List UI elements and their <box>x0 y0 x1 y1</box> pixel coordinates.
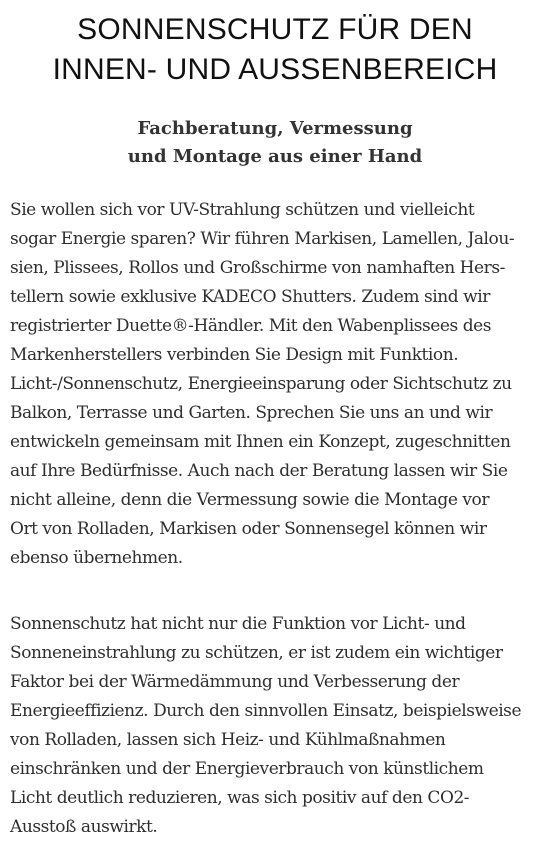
paragraph-line: nicht alleine, denn die Vermessung sowie die Montage vor <box>10 490 490 510</box>
paragraph-line: Markenherstellers verbinden Sie Design mit Funktion. <box>10 345 459 365</box>
paragraph-line: auf Ihre Bedürfnisse. Auch nach der Beratung lassen wir Sie <box>10 461 508 481</box>
paragraph-line: von Rolladen, lassen sich Heiz- und Kühlmaßnahmen <box>10 730 446 750</box>
page-title-line-1: SONNENSCHUTZ FÜR DEN <box>77 13 473 46</box>
paragraph-line: Faktor bei der Wärmedämmung und Verbesserung der <box>10 672 460 692</box>
paragraph-line: entwickeln gemeinsam mit Ihnen ein Konzept, zugeschnitten <box>10 432 511 452</box>
paragraph-line: sien, Plissees, Rollos und Großschirme von namhaften Hers- <box>10 258 505 278</box>
paragraph-line: Sonnenschutz hat nicht nur die Funktion vor Licht- und <box>10 614 466 634</box>
paragraph-line: Sie wollen sich vor UV-Strahlung schützen und vielleicht <box>10 200 475 220</box>
paragraph-line: Ausstoß auswirkt. <box>10 817 158 837</box>
paragraph-line: Ort von Rolladen, Markisen oder Sonnensegel können wir <box>10 519 487 539</box>
paragraph-line: ebenso übernehmen. <box>10 548 183 568</box>
page-title <box>0 10 550 90</box>
page-subtitle <box>0 115 550 171</box>
paragraph-line: registrierter Duette®-Händler. Mit den Wabenplissees des <box>10 316 492 336</box>
paragraph-line: Energieeffizienz. Durch den sinnvollen Einsatz, beispielsweise <box>10 701 522 721</box>
page-subtitle-line-1: Fachberatung, Vermessung <box>137 118 413 139</box>
paragraph-line: Sonneneinstrahlung zu schützen, er ist zudem ein wichtiger <box>10 643 503 663</box>
benefits-paragraph <box>0 610 550 842</box>
page-title-line-2: INNEN- UND AUSSENBEREICH <box>52 53 498 86</box>
intro-paragraph <box>0 196 550 573</box>
paragraph-line: einschränken und der Energieverbrauch von künstlichem <box>10 759 484 779</box>
paragraph-line: sogar Energie sparen? Wir führen Markisen, Lamellen, Jalou- <box>10 229 515 249</box>
paragraph-line: tellern sowie exklusive KADECO Shutters. Zudem sind wir <box>10 287 490 307</box>
page-subtitle-line-2: und Montage aus einer Hand <box>127 146 423 167</box>
paragraph-line: Licht-/Sonnenschutz, Energieeinsparung oder Sichtschutz zu <box>10 374 512 394</box>
paragraph-line: Licht deutlich reduzieren, was sich positiv auf den CO2- <box>10 788 470 808</box>
paragraph-line: Balkon, Terrasse und Garten. Sprechen Sie uns an und wir <box>10 403 493 423</box>
